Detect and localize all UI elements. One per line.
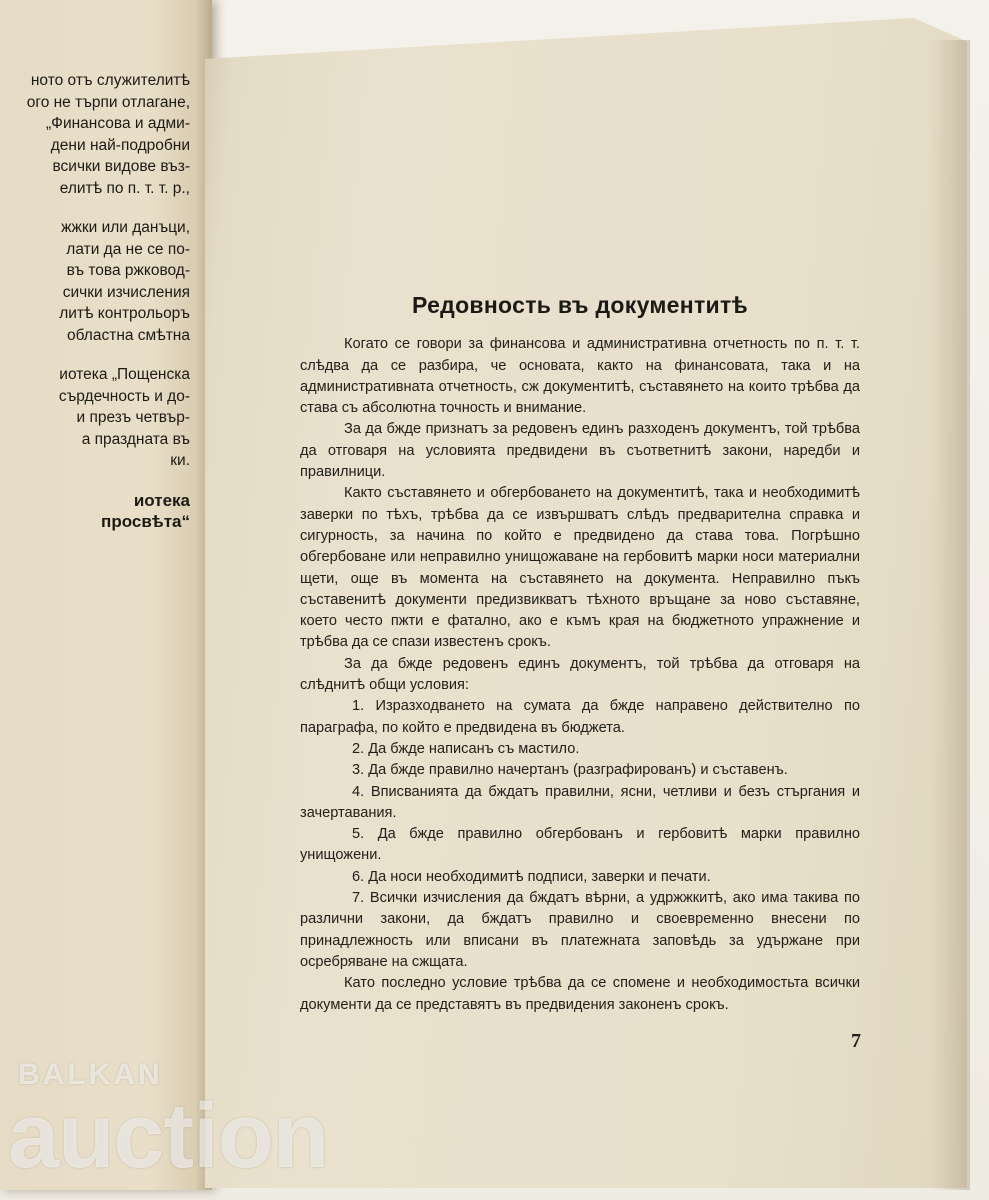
left-line: просвѣта“	[101, 512, 190, 531]
left-gap	[0, 199, 190, 217]
paragraph: За да бжде редовенъ единъ документъ, той трѣбва да отговаря на слѣднитѣ общи условия:	[300, 655, 860, 694]
condition-item: 2. Да бжде написанъ съ мастило.	[352, 740, 580, 757]
condition-item: 7. Всички изчисления да бждатъ вѣрни, а удржжкитѣ, ако има такива по различни закони, да бждатъ правилно и своевременно внесени по принадлежность или вписани въ платежната заповѣдь за удържане при осребряване на сжщата.	[300, 890, 860, 970]
left-line: всички видове въз-	[52, 158, 190, 175]
left-line: „Финансова и адми-	[46, 115, 190, 132]
left-line: лати да не се по-	[66, 240, 190, 258]
left-line: областна смѣтна	[67, 326, 190, 344]
condition-item: 3. Да бжде правилно начертанъ (разграфированъ) и съставенъ.	[352, 762, 788, 779]
left-line: иотека	[133, 490, 190, 510]
document-body	[300, 292, 860, 1016]
paragraph: Когато се говори за финансова и административна отчетность по п. т. т. слѣдва да се разбира, че основата, както на финансовата, така и на административната отчетность, сж документитѣ, съставянето на които трѣбва да става съ абсолютна точность и внимание.	[300, 336, 860, 417]
condition-item: 5. Да бжде правилно обгербованъ и гербовитѣ марки правилно унищожени.	[300, 826, 860, 864]
left-line: иотека „Пощенска	[59, 366, 190, 383]
watermark-top-text: BALKAN	[18, 1058, 163, 1091]
left-line: сички изчисления	[62, 283, 190, 301]
left-line: елитѣ по п. т. т. р.,	[59, 179, 190, 197]
left-gap	[0, 472, 190, 490]
page-title: Редовность въ документитѣ	[412, 292, 748, 318]
left-line: въ това ржковод-	[66, 262, 190, 279]
watermark-main-text: auction	[8, 1085, 329, 1187]
closing-paragraph: Като последно условие трѣбва да се спомене и необходимостьта всички документи да се представятъ въ предвидения законенъ срокъ.	[300, 975, 860, 1013]
condition-item: 4. Вписванията да бждатъ правилни, ясни, четливи и безъ стъргания и зачертавания.	[300, 783, 860, 821]
left-gap	[0, 346, 190, 364]
left-line: сърдечность и до-	[58, 387, 190, 405]
page-number: 7	[851, 1030, 861, 1052]
left-line: ното отъ служителитѣ	[30, 72, 190, 89]
left-line: жжки или данъци,	[61, 219, 190, 236]
condition-item: 6. Да носи необходимитѣ подписи, заверки и печати.	[352, 868, 711, 885]
condition-item: 1. Изразходването на сумата да бжде направено действително по параграфа, по който е предвидена въ бюджета.	[300, 698, 860, 736]
paragraph: Както съставянето и обгербоването на документитѣ, така и необходимитѣ заверки по тѣхъ, трѣбва да се извършватъ слѣдъ предварителна справка и сигурность, за начина по който е предвидено да става това. Погрѣшно обгербоване или неправилно унищожаване на гербовитѣ марки носи материални щети, още въ момента на съставянето на документа. Неправилно пъкъ съставенитѣ документи предизвикватъ тѣхното връщане за ново съставяне, което често пжти е фатално, ако е къмъ края на бюджетното упражнение и трѣбва да се спази известенъ срокъ.	[300, 485, 860, 651]
left-line: дени най-подробни	[50, 136, 190, 154]
left-book-page	[0, 0, 212, 1190]
left-line: литѣ контрольоръ	[59, 305, 190, 322]
paragraph: За да бжде признатъ за редовенъ единъ разходенъ документъ, той трѣбва да отговаря на условията предвидени въ съответнитѣ закони, наредби и правилници.	[300, 421, 860, 481]
page-edge-shadow	[930, 40, 970, 1190]
left-line: и презъ четвър-	[76, 409, 190, 426]
left-line: а праздната въ	[81, 430, 190, 448]
left-page-text	[0, 70, 190, 533]
left-line: ки.	[170, 452, 190, 469]
left-line: ого не търпи отлагане,	[26, 93, 190, 111]
